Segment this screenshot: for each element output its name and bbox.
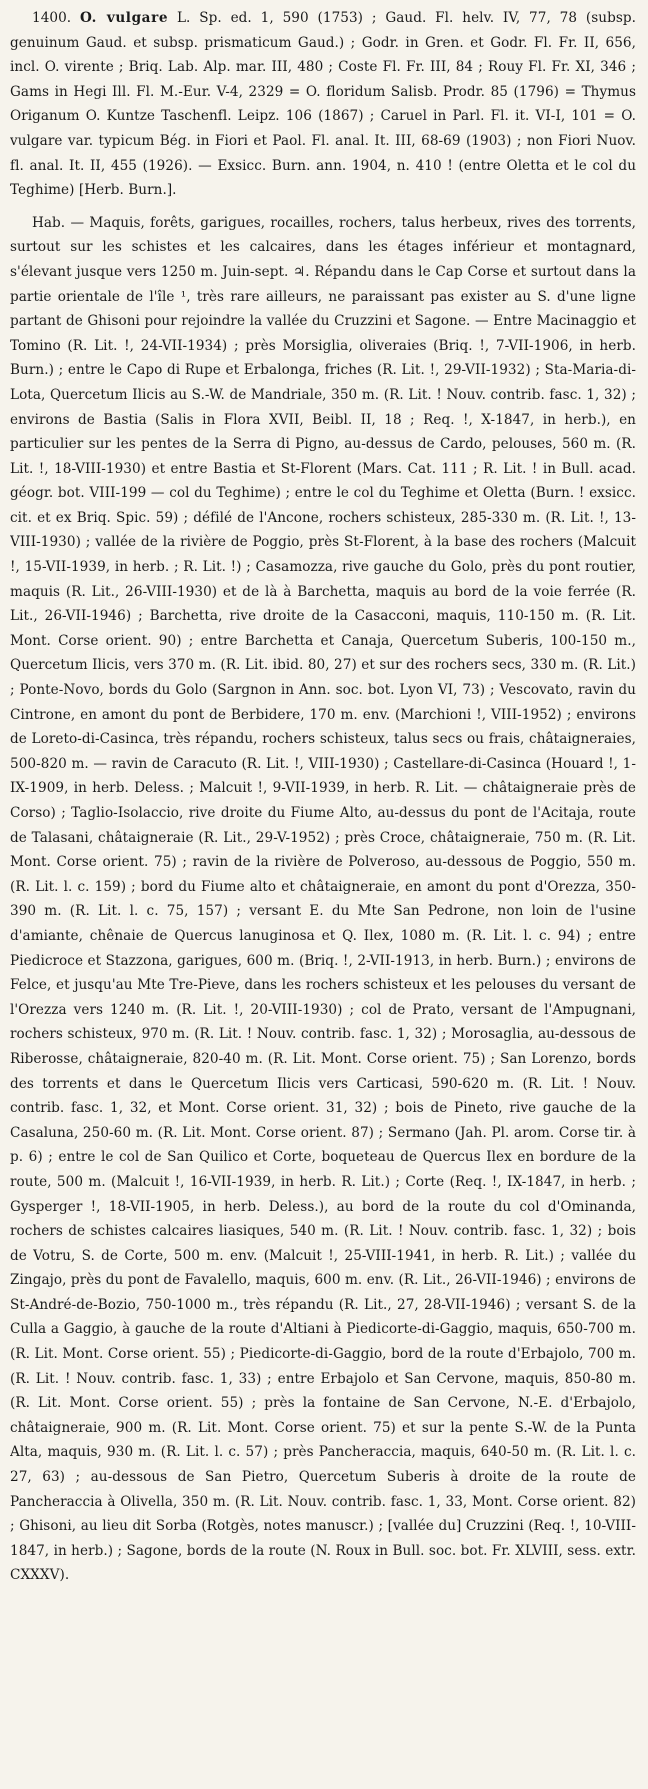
habitat-text: — Maquis, forêts, garigues, rocailles, rochers, talus herbeux, rives des torrents, surtout sur les schistes et les calcaires, dans les étages inférieur et montagnard, s'élevant jusque vers 1250 m. Juin-sept. ♃. Répandu dans le Cap Corse et surtout dans la partie orientale de l'île ¹, très rare ailleurs, ne paraissant pas exister au S. d'une ligne partant de Ghisoni pour rejoindre la vallée du Cruzzini et Sagone. — Entre Macinaggio et Tomino (R. Lit. !, 24-VII-1934) ; près Morsiglia, oliveraies (Briq. !, 7-VII-1906, in herb. Burn.) ; entre le Capo di Rupe et Erbalonga, friches (R. Lit. !, 29-VII-1932) ; Sta-Maria-di-Lota, Quercetum Ilicis au S.-W. de Mandriale, 350 m. (R. Lit. ! Nouv. contrib. fasc. 1, 32) ; environs de Bastia (Salis in Flora XVII, Beibl. II, 18 ; Req. !, X-1847, in herb.), en particulier sur les pentes de la Serra di Pigno, au-dessus de Cardo, pelouses, 560 m. (R. Lit. !, 18-VIII-1930) et entre Bastia et St-Florent (Mars. Cat. 111 ; R. Lit. ! in Bull. acad. géogr. bot. VIII-199 — col du Teghime) ; entre le col du Teghime et Oletta (Burn. ! exsicc. cit. et ex Briq. Spic. 59) ; défilé de l'Ancone, rochers schisteux, 285-330 m. (R. Lit. !, 13-VIII-1930) ; vallée de la rivière de Poggio, près St-Florent, à la base des rochers (Malcuit !, 15-VII-1939, in herb. ; R. Lit. !) ; Casamozza, rive gauche du Golo, près du pont routier, maquis (R. Lit., 26-VIII-1930) et de là à Barchetta, maquis au bord de la voie ferrée (R. Lit., 26-VII-1946) ; Barchetta, rive droite de la Casacconi, maquis, 110-150 m. (R. Lit. Mont. Corse orient. 90) ; entre Barchetta et Canaja, Quercetum Suberis, 100-150 m., Quercetum Ilicis, vers 370 m. (R. Lit. ibid. 80, 27) et sur des rochers secs, 330 m. (R. Lit.) ; Ponte-Novo, bords du Golo (Sargnon in Ann. soc. bot. Lyon VI, 73) ; Vescovato, ravin du Cintrone, en amont du pont de Berbidere, 170 m. env. (Marchioni !, VIII-1952) ; environs de Loreto-di-Casinca, très répandu, rochers schisteux, talus secs ou frais, châtaigneraies, 500-820 m. — ravin de Caracuto (R. Lit. !, VIII-1930) ; Castellare-di-Casinca (Houard !, 1-IX-1909, in herb. Deless. ; Malcuit !, 9-VII-1939, in herb. R. Lit. — châtaigneraie près de Corso) ; Taglio-Isolaccio, rive droite du Fiume Alto, au-dessus du pont de l'Acitaja, route de Talasani, châtaigneraie (R. Lit., 29-V-1952) ; près Croce, châtaigneraie, 750 m. (R. Lit. Mont. Corse orient. 75) ; ravin de la rivière de Polveroso, au-dessous de Poggio, 550 m. (R. Lit. l. c. 159) ; bord du Fiume alto et châtaigneraie, en amont du pont d'Orezza, 350-390 m. (R. Lit. l. c. 75, 157) ; versant E. du Mte San Pedrone, non loin de l'usine d'amiante, chênaie de Quercus lanuginosa et Q. Ilex, 1080 m. (R. Lit. l. c. 94) ; entre Piedicroce et Stazzona, garigues, 600 m. (Briq. !, 2-VII-1913, in herb. Burn.) ; environs de Felce, et jusqu'au Mte Tre-Pieve, dans les rochers schisteux et les pelouses du versant de l'Orezza vers 1240 m. (R. Lit. !, 20-VIII-1930) ; col de Prato, versant de l'Ampugnani, rochers schisteux, 970 m. (R. Lit. ! Nouv. contrib. fasc. 1, 32) ; Morosaglia, au-dessous de Riberosse, châtaigneraie, 820-40 m. (R. Lit. Mont. Corse orient. 75) ; San Lorenzo, bords des torrents et dans le Quercetum Ilicis vers Carticasi, 590-620 m. (R. Lit. ! Nouv. contrib. fasc. 1, 32, et Mont. Corse orient. 31, 32) ; bois de Pineto, rive gauche de la Casaluna, 250-60 m. (R. Lit. Mont. Corse orient. 87) ; Sermano (Jah. Pl. arom. Corse tir. à p. 6) ; entre le col de San Quilico et Corte, boqueteau de Quercus Ilex en bordure de la route, 500 m. (Malcuit !, 16-VII-1939, in herb. R. Lit.) ; Corte (Req. !, IX-1847, in herb. ; Gysperger !, 18-VII-1905, in herb. Deless.), au bord de la route du col d'Ominanda, rochers de schistes calcaires liasiques, 540 m. (R. Lit. ! Nouv. contrib. fasc. 1, 32) ; bois de Votru, S. de Corte, 500 m. env. (Malcuit !, 25-VIII-1941, in herb. R. Lit.) ; vallée du Zingajo, près du pont de Favalello, maquis, 600 m. env. (R. Lit., 26-VII-1946) ; environs de St-André-de-Bozio, 750-1000 m., très répandu (R. Lit., 27, 28-VII-1946) ; versant S. de la Culla a Gaggio, à gauche de la route d'Altiani à Piedicorte-di-Gaggio, maquis, 650-700 m. (R. Lit. Mont. Corse orient. 55) ; Piedicorte-di-Gaggio, bord de la route d'Erbajolo, 700 m. (R. Lit. ! Nouv. contrib. fasc. 1, 33) ; entre Erbajolo et San Cervone, maquis, 850-80 m. (R. Lit. Mont. Corse orient. 55) ; près la fontaine de San Cervone, N.-E. d'Erbajolo, châtaigneraie, 900 m. (R. Lit. Mont. Corse orient. 75) et sur la pente S.-W. de la Punta Alta, maquis, 930 m. (R. Lit. l. c. 57) ; près Pancheraccia, maquis, 640-50 m. (R. Lit. l. c. 27, 63) ; au-dessous de San Pietro, Quercetum Suberis à droite de la route de Pancheraccia à Olivella, 350 m. (R. Lit. Nouv. contrib. fasc. 1, 33, Mont. Corse orient. 82) ; Ghisoni, au lieu dit Sorba (Rotgès, notes manuscr.) ; [vallée du] Cruzzini (Req. !, 10-VIII-1847, in herb.) ; Sagone, bords de la route (N. Roux in Bull. soc. bot. Fr. XLVIII, sess. extr. CXXXV).	[10, 214, 636, 1584]
entry-number: 1400.	[32, 10, 72, 26]
species-entry	[10, 6, 636, 203]
habitat-paragraph	[10, 211, 636, 1588]
document-page	[10, 6, 636, 1782]
species-name: O. vulgare	[80, 10, 169, 26]
synonymy-text: L. Sp. ed. 1, 590 (1753) ; Gaud. Fl. helv. IV, 77, 78 (subsp. genuinum Gaud. et subsp. prismaticum Gaud.) ; Godr. in Gren. et Godr. Fl. Fr. II, 656, incl. O. virente ; Briq. Lab. Alp. mar. III, 480 ; Coste Fl. Fr. III, 84 ; Rouy Fl. Fr. XI, 346 ; Gams in Hegi Ill. Fl. M.-Eur. V-4, 2329 = O. floridum Salisb. Prodr. 85 (1796) = Thymus Origanum O. Kuntze Taschenfl. Leipz. 106 (1867) ; Caruel in Parl. Fl. it. VI-I, 101 = O. vulgare var. typicum Bég. in Fiori et Paol. Fl. anal. It. III, 68-69 (1903) ; non Fiori Nuov. fl. anal. It. II, 455 (1926). — Exsicc. Burn. ann. 1904, n. 410 ! (entre Oletta et le col du Teghime) [Herb. Burn.].	[10, 10, 636, 199]
habitat-label: Hab.	[32, 214, 66, 231]
